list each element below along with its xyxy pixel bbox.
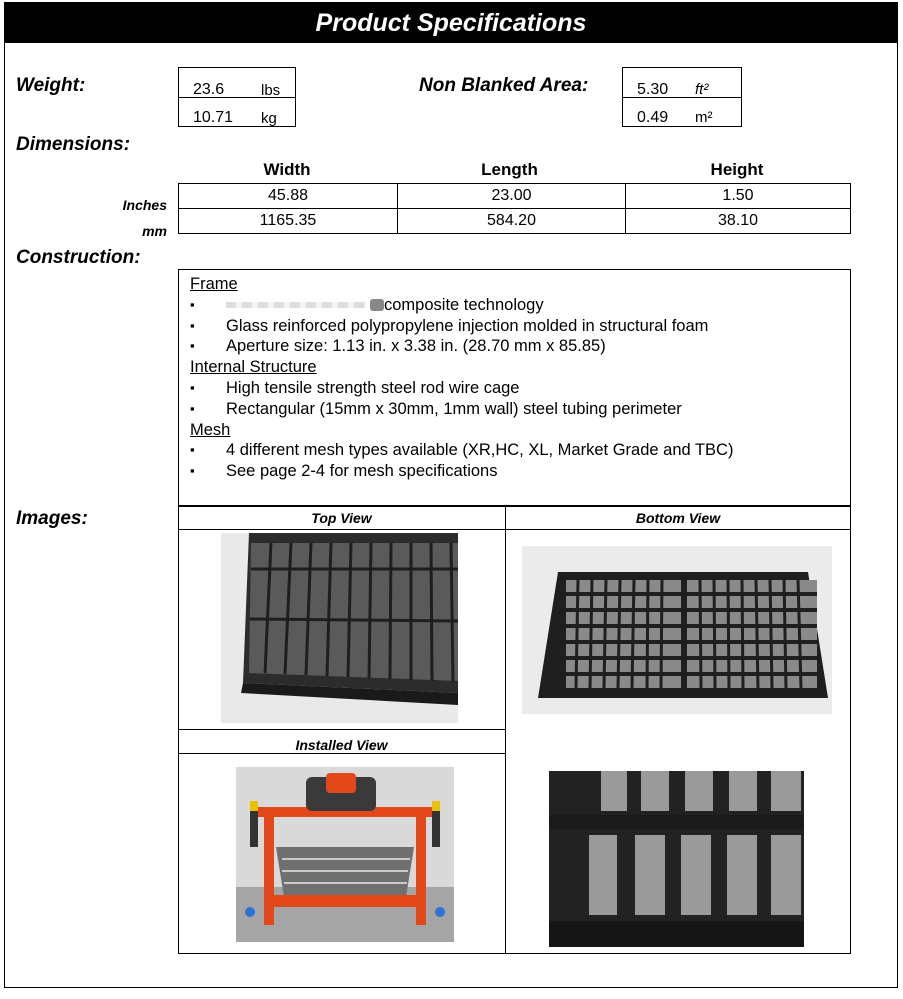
bottom-view-photo bbox=[522, 546, 832, 714]
list-item: ▪ See page 2-4 for mesh specifications bbox=[190, 461, 850, 482]
length-mm: 584.20 bbox=[398, 209, 626, 234]
list-item: ▪ Aperture size: 1.13 in. x 3.38 in. (28.70 mm x 85.85) bbox=[190, 336, 850, 357]
area-ft-unit: ft² bbox=[695, 81, 709, 98]
row-label-mm: mm bbox=[142, 223, 167, 239]
row-label-inches: Inches bbox=[122, 197, 167, 213]
area-box bbox=[622, 67, 742, 127]
spec-sheet bbox=[4, 2, 898, 988]
area-ft-value: 5.30 bbox=[637, 81, 669, 98]
weight-label: Weight: bbox=[16, 75, 86, 96]
bottom-view-closeup-photo bbox=[549, 771, 804, 947]
installed-view-caption: Installed View bbox=[295, 737, 388, 753]
construction-label: Construction: bbox=[16, 247, 141, 268]
list-item: ▪ Glass reinforced polypropylene injection molded in structural foam bbox=[190, 316, 850, 337]
list-item: ▪ composite technology bbox=[190, 295, 850, 316]
top-view-caption: Top View bbox=[311, 510, 372, 526]
weight-lbs-unit: lbs bbox=[261, 82, 281, 99]
construction-box bbox=[178, 269, 851, 506]
weight-lbs-value: 23.6 bbox=[193, 81, 225, 98]
section-frame: Frame bbox=[190, 275, 238, 293]
bottom-view-caption: Bottom View bbox=[635, 510, 721, 526]
area-label: Non Blanked Area: bbox=[419, 75, 589, 96]
area-m-unit: m² bbox=[695, 109, 713, 126]
dimensions-table bbox=[178, 183, 851, 234]
table-row bbox=[179, 209, 851, 234]
header-width: Width bbox=[263, 160, 311, 179]
images-label: Images: bbox=[16, 508, 88, 529]
height-inches: 1.50 bbox=[626, 184, 851, 209]
redacted-brand bbox=[226, 302, 366, 308]
list-item: ▪ 4 different mesh types available (XR,HC, XL, Market Grade and TBC) bbox=[190, 440, 850, 461]
width-inches: 45.88 bbox=[179, 184, 398, 209]
length-inches: 23.00 bbox=[398, 184, 626, 209]
brand-logo-icon bbox=[370, 299, 384, 311]
section-internal-structure: Internal Structure bbox=[190, 358, 317, 377]
list-item: ▪ Rectangular (15mm x 30mm, 1mm wall) steel tubing perimeter bbox=[190, 399, 850, 420]
section-mesh: Mesh bbox=[190, 420, 231, 439]
page-title: Product Specifications bbox=[5, 3, 897, 43]
area-m-value: 0.49 bbox=[637, 109, 669, 126]
height-mm: 38.10 bbox=[626, 209, 851, 234]
installed-view-photo bbox=[236, 767, 454, 942]
dimensions-label: Dimensions: bbox=[16, 134, 131, 155]
header-height: Height bbox=[710, 160, 764, 179]
weight-box bbox=[178, 67, 296, 127]
table-row bbox=[179, 184, 851, 209]
weight-kg-unit: kg bbox=[261, 110, 277, 127]
top-view-photo bbox=[221, 533, 458, 723]
list-item: ▪ High tensile strength steel rod wire cage bbox=[190, 378, 850, 399]
width-mm: 1165.35 bbox=[179, 209, 398, 234]
weight-kg-value: 10.71 bbox=[193, 109, 234, 126]
header-length: Length bbox=[481, 160, 538, 179]
